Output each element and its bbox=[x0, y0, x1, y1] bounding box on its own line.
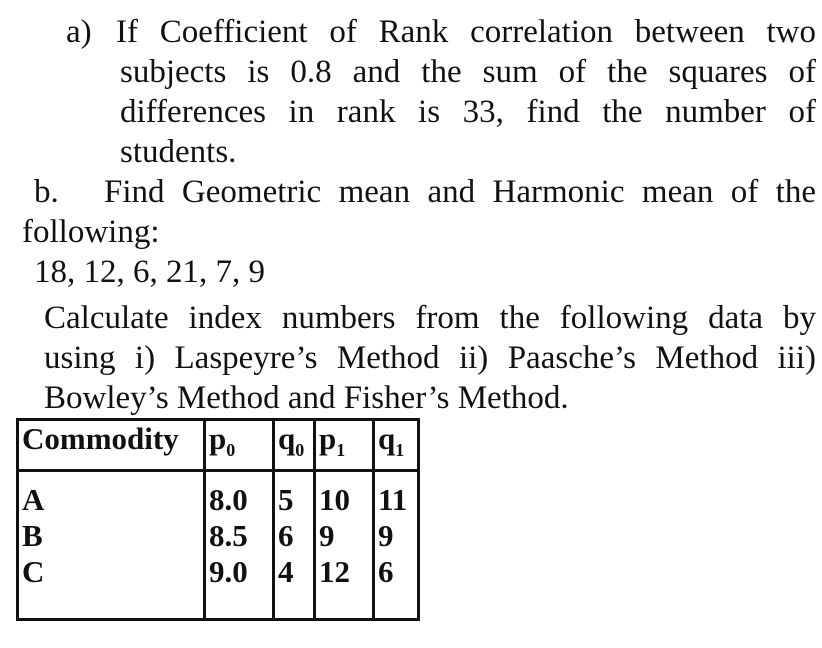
p0-value-b: 8.5 bbox=[209, 518, 248, 553]
question-a-line-2: subjects is 0.8 and the sum of the squares of bbox=[120, 54, 816, 90]
question-a-line-4: students. bbox=[120, 134, 237, 170]
header-p1: $p_1$ bbox=[315, 420, 374, 471]
p1-value-b: 9 bbox=[319, 518, 335, 553]
q1-value-c: 6 bbox=[378, 554, 394, 589]
q0-value-a: 5 bbox=[278, 482, 294, 517]
q0-value-b: 6 bbox=[278, 518, 294, 553]
question-b-line-2: following: bbox=[22, 214, 160, 250]
question-a-line-3: differences in rank is 33, find the number of bbox=[120, 94, 816, 130]
question-b-marker: b. bbox=[34, 174, 59, 210]
q0-value-c: 4 bbox=[278, 554, 294, 589]
question-a-marker: a) bbox=[66, 14, 92, 50]
q1-column bbox=[374, 471, 419, 620]
question-a-line-1: If Coefficient of Rank correlation between two bbox=[116, 14, 816, 50]
header-q0: $q_0$ bbox=[274, 420, 315, 471]
question-b-line-1: Find Geometric mean and Harmonic mean of the bbox=[104, 174, 816, 210]
question-c-line-3: Bowley’s Method and Fisher’s Method. bbox=[44, 380, 569, 416]
p0-value-a: 8.0 bbox=[209, 482, 248, 517]
question-b-values: 18, 12, 6, 21, 7, 9 bbox=[34, 254, 265, 290]
commodity-b: B bbox=[22, 518, 43, 553]
table-header-row bbox=[18, 420, 419, 471]
table-body-row bbox=[18, 471, 419, 620]
p1-value-c: 12 bbox=[319, 554, 350, 589]
q1-value-a: 11 bbox=[378, 482, 408, 517]
p1-column bbox=[315, 471, 374, 620]
header-q1: $q_1$ bbox=[374, 420, 419, 471]
p0-value-c: 9.0 bbox=[209, 554, 248, 589]
commodity-a: A bbox=[22, 482, 45, 517]
q0-column bbox=[274, 471, 315, 620]
commodity-column bbox=[18, 471, 205, 620]
p1-value-a: 10 bbox=[319, 482, 350, 517]
index-data-table bbox=[16, 418, 420, 621]
p0-column bbox=[205, 471, 274, 620]
header-p0: $p_0$ bbox=[205, 420, 274, 471]
question-c-line-1: Calculate index numbers from the following data by bbox=[44, 300, 816, 336]
header-commodity: Commodity bbox=[18, 420, 205, 471]
q1-value-b: 9 bbox=[378, 518, 394, 553]
commodity-c: C bbox=[22, 554, 45, 589]
question-c-line-2: using i) Laspeyre’s Method ii) Paasche’s Method iii) bbox=[44, 340, 816, 376]
